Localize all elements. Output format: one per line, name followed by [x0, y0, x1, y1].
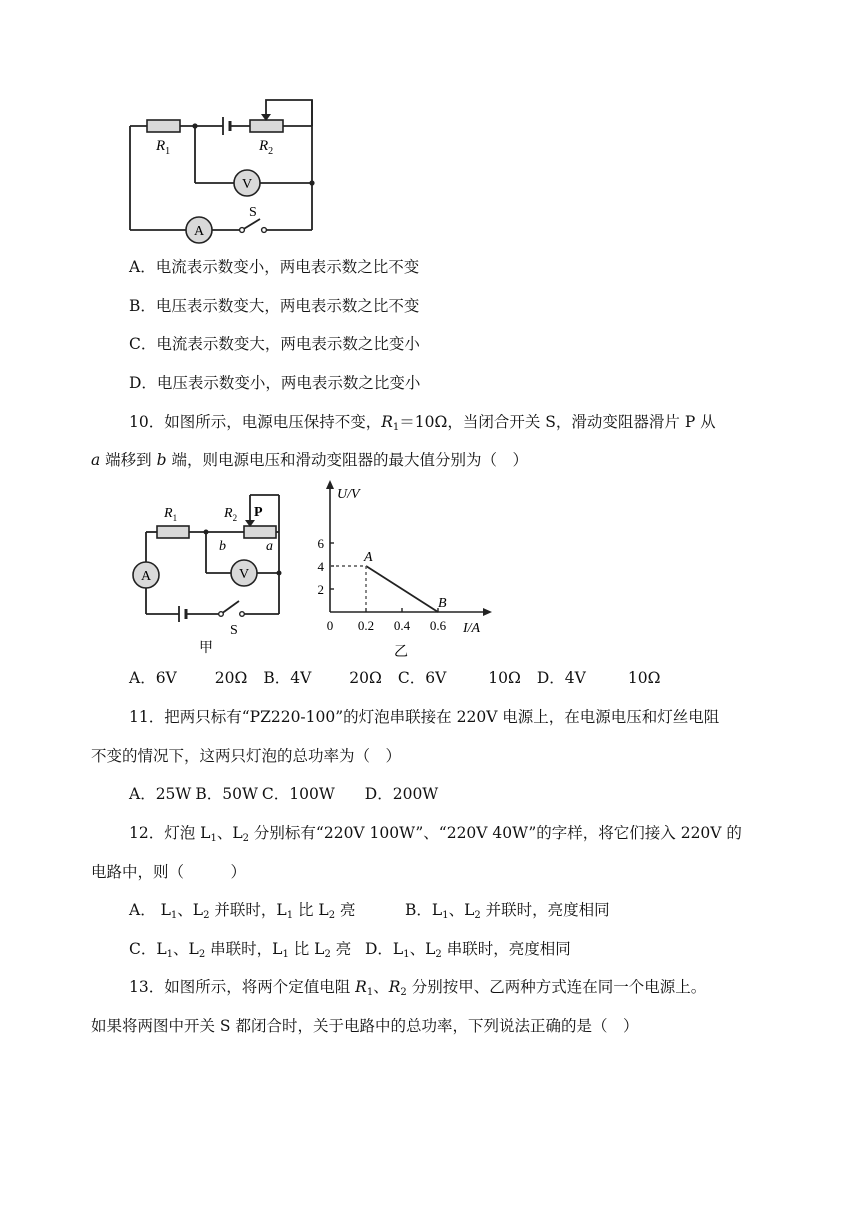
x-tick-label-3: 0.6: [429, 618, 447, 633]
q10-option-d-r: 10Ω: [627, 669, 661, 687]
q10-option-a-r: 20Ω: [214, 669, 248, 687]
q10-graph-ylabel: U/V: [337, 487, 360, 502]
q10-options: [129, 668, 660, 688]
q9-option-d: D．电压表示数变小，两电表示数之比变小: [129, 374, 421, 392]
q10-circuit-diagram: [126, 492, 291, 662]
q10-resistor-r1: [157, 526, 189, 538]
q10-p-label: P: [254, 505, 263, 520]
q11-option-c: C．100W: [261, 785, 335, 803]
q11-option-d: D．200W: [364, 785, 439, 803]
q10-caption-yi: 乙: [394, 645, 408, 660]
q10-r2-label: $R_2$: [224, 506, 238, 523]
svg-text:A: A: [193, 224, 205, 239]
q10-option-b: B．4V: [263, 669, 312, 687]
q12-option-b: B．$L_1$、$L_2$ 并联时，亮度相同: [405, 901, 610, 921]
q9-option-a: A．电流表示数变小，两电表示数之比不变: [129, 258, 420, 276]
q10-ammeter: [133, 562, 159, 588]
point-label-B: B: [438, 596, 447, 611]
q11-option-b: B．50W: [195, 785, 258, 803]
q9-voltmeter: [234, 170, 260, 196]
q9-resistor-r2: [250, 120, 283, 132]
q9-r2-label: $R_2$: [259, 138, 274, 157]
q9-ammeter: [186, 217, 212, 243]
q10-b-label: b: [219, 539, 226, 554]
x-tick-label-0: 0: [326, 618, 334, 633]
series-line: [366, 566, 438, 612]
q10-stem-line2: a 端移到 b 端，则电源电压和滑动变阻器的最大值分别为（ ）: [91, 451, 528, 469]
q10-stem-line1: 10．如图所示，电源电压保持不变，$R_1=10\Omega$，当闭合开关 S，滑动变阻器滑片 P 从: [129, 413, 716, 433]
q11-stem-line1: 11．把两只标有“PZ220-100”的灯泡串联接在 220V 电源上，在电源电压和灯丝电阻: [129, 708, 720, 726]
q9-switch-label: S: [249, 205, 257, 220]
q13-stem-line2: 如果将两图中开关 S 都闭合时，关于电路中的总功率，下列说法正确的是（ ）: [91, 1017, 639, 1035]
y-tick-label-0: 2: [317, 582, 324, 597]
q12-stem-line1: 12．灯泡 $L_1$、$L_2$ 分别标有“220V 100W”、“220V 40W”的字样，将它们接入 220V 的: [129, 824, 742, 844]
q10-graph-xlabel: I/A: [463, 621, 481, 636]
q10-option-d: D．4V: [536, 669, 586, 687]
q10-voltmeter: [231, 560, 257, 586]
q9-r1-label: $R_1$: [156, 138, 171, 157]
point-label-A: A: [364, 550, 373, 565]
q10-caption-jia: 甲: [199, 641, 213, 656]
q12-option-d: D．$L_1$、$L_2$ 串联时，亮度相同: [365, 940, 571, 960]
svg-text:V: V: [238, 567, 250, 582]
q10-option-c: C．6V: [397, 669, 447, 687]
q10-r1-label: $R_1$: [164, 506, 178, 523]
q10-option-b-r: 20Ω: [349, 669, 382, 687]
q12-stem-line2: 电路中，则（ ）: [91, 863, 247, 881]
q10-resistor-r2: [244, 526, 276, 538]
svg-text:V: V: [241, 177, 253, 192]
x-tick-label-1: 0.2: [357, 618, 375, 633]
svg-text:A: A: [140, 569, 152, 584]
q10-a-label: a: [266, 539, 273, 554]
q13-stem-line1: 13．如图所示，将两个定值电阻 $R_1$、$R_2$ 分别按甲、乙两种方式连在同一个电源上。: [129, 978, 707, 998]
q12-option-a: A． $L_1$、$L_2$ 并联时，$L_1$ 比 $L_2$ 亮: [129, 901, 356, 921]
q10-switch-label: S: [230, 623, 238, 638]
q11-option-a: A．25W: [129, 785, 192, 803]
q10-option-a: A．6V: [129, 669, 177, 687]
q11-stem-line2: 不变的情况下，这两只灯泡的总功率为（ ）: [91, 747, 402, 765]
q9-option-c: C．电流表示数变大，两电表示数之比变小: [129, 335, 420, 353]
q10-ui-graph: [305, 478, 505, 663]
q10-option-c-r: 10Ω: [488, 669, 521, 687]
y-tick-label-2: 6: [317, 536, 324, 551]
q9-resistor-r1: [147, 120, 180, 132]
q9-circuit-diagram: [120, 92, 325, 247]
x-tick-label-2: 0.4: [393, 618, 411, 633]
q12-option-c: C．$L_1$、$L_2$ 串联时，$L_1$ 比 $L_2$ 亮: [129, 940, 352, 960]
y-tick-label-1: 4: [317, 559, 324, 574]
q11-options: [129, 784, 438, 804]
q9-option-b: B．电压表示数变大，两电表示数之比不变: [129, 297, 420, 315]
